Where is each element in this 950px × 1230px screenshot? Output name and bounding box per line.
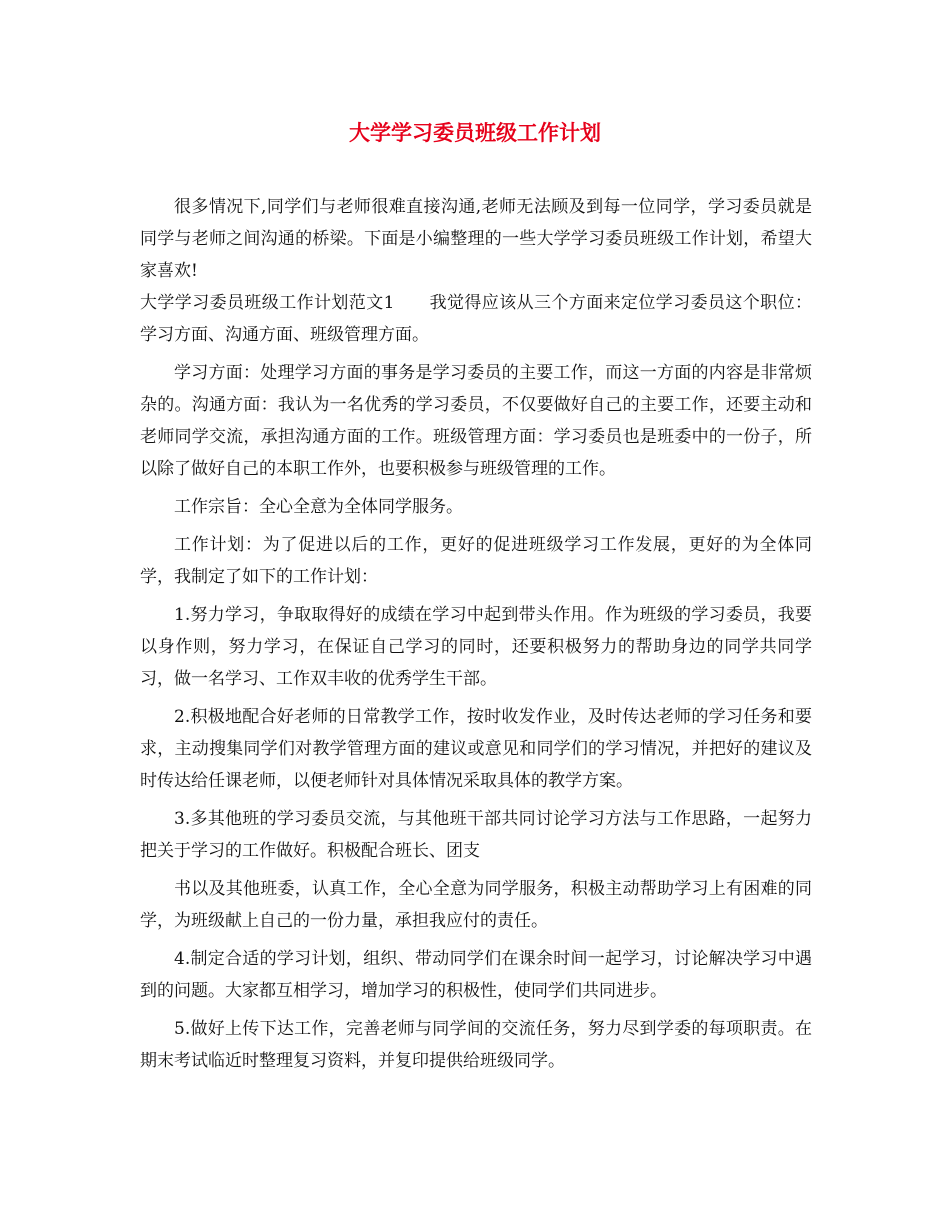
paragraph-item-4: 4.制定合适的学习计划，组织、带动同学们在课余时间一起学习，讨论解决学习中遇到的问题。大家都互相学习，增加学习的积极性，使同学们共同进步。 (140, 949, 812, 1001)
paragraph-item-5: 5.做好上传下达工作，完善老师与同学间的交流任务，努力尽到学委的每项职责。在期末考试临近时整理复习资料，并复印提供给班级同学。 (140, 1019, 812, 1071)
document-body (140, 191, 812, 1083)
paragraph-plan-intro: 工作计划：为了促进以后的工作，更好的促进班级学习工作发展，更好的为全体同学，我制定了如下的工作计划： (140, 535, 812, 587)
paragraph-item-1: 1.努力学习，争取取得好的成绩在学习中起到带头作用。作为班级的学习委员，我要以身作则，努力学习，在保证自己学习的同时，还要积极努力的帮助身边的同学共同学习，做一名学习、工作双丰收的优秀学生干部。 (140, 605, 812, 689)
paragraph-purpose: 工作宗旨：全心全意为全体同学服务。 (174, 497, 463, 517)
paragraph-item-3: 3.多其他班的学习委员交流，与其他班干部共同讨论学习方法与工作思路，一起努力把关于学习的工作做好。积极配合班长、团支 (140, 809, 812, 861)
paragraph-sample-1: 大学学习委员班级工作计划范文1 我觉得应该从三个方面来定位学习委员这个职位：学习方面、沟通方面、班级管理方面。 (140, 293, 812, 345)
paragraph-intro: 很多情况下,同学们与老师很难直接沟通,老师无法顾及到每一位同学，学习委员就是同学与老师之间沟通的桥梁。下面是小编整理的一些大学学习委员班级工作计划，希望大家喜欢! (140, 197, 812, 281)
paragraph-item-2: 2.积极地配合好老师的日常教学工作，按时收发作业，及时传达老师的学习任务和要求，主动搜集同学们对教学管理方面的建议或意见和同学们的学习情况，并把好的建议及时传达给任课老师，以便老师针对具体情况采取具体的教学方案。 (140, 707, 812, 791)
document-title: 大学学习委员班级工作计划 (349, 121, 601, 145)
paragraph-item-3-continued: 书以及其他班委，认真工作，全心全意为同学服务，积极主动帮助学习上有困难的同学，为班级献上自己的一份力量，承担我应付的责任。 (140, 879, 812, 931)
paragraph-positioning: 学习方面：处理学习方面的事务是学习委员的主要工作，而这一方面的内容是非常烦杂的。沟通方面：我认为一名优秀的学习委员，不仅要做好自己的主要工作，还要主动和老师同学交流，承担沟通方面的工作。班级管理方面：学习委员也是班委中的一份子，所以除了做好自己的本职工作外，也要积极参与班级管理的工作。 (140, 363, 812, 479)
